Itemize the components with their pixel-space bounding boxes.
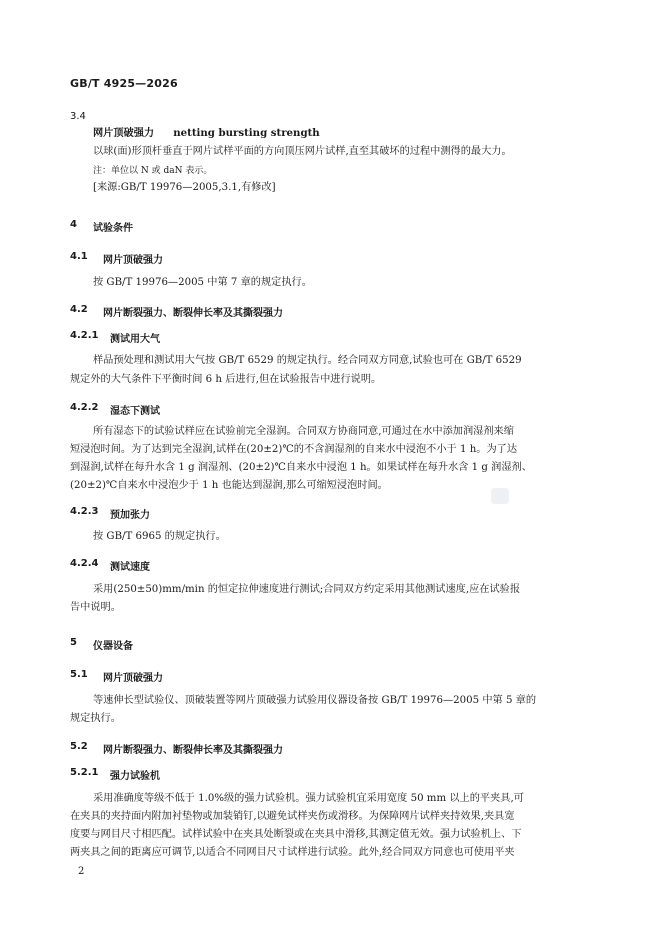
- paragraph-line: 短浸泡时间。为了达到完全湿润,试样在(20±2)℃的不含润湿剂的自来水中浸泡不小于 1 h。为了达: [70, 444, 518, 455]
- clause-number-4-2: 4.2: [70, 304, 88, 315]
- paragraph-line: 到湿润,试样在每升水含 1 g 润湿剂、(20±2)℃自来水中浸泡 1 h。如果试样在每升水含 1 g 润湿剂、: [70, 462, 532, 473]
- clause-number-4-2-3: 4.2.3: [70, 506, 99, 517]
- term-entry: [93, 126, 320, 141]
- paragraph-line: 采用(250±50)mm/min 的恒定拉伸速度进行测试;合同双方约定采用其他测试速度,应在试验报: [93, 584, 521, 595]
- term-source: [来源:GB/T 19976—2005,3.1,有修改]: [93, 182, 276, 193]
- clause-title-5-1: 网片顶破强力: [103, 673, 163, 684]
- clause-title-4-2: 网片断裂强力、断裂伸长率及其撕裂强力: [103, 308, 283, 319]
- section-number-4: 4: [70, 219, 77, 230]
- clause-number-5-2-1: 5.2.1: [70, 767, 99, 778]
- clause-number-4-2-1: 4.2.1: [70, 330, 99, 341]
- clause-number-5-1: 5.1: [70, 669, 88, 680]
- paragraph-line: 告中说明。: [70, 602, 121, 613]
- clause-number-5-2: 5.2: [70, 741, 88, 752]
- term-english: netting bursting strength: [173, 127, 320, 139]
- paragraph-4-2-3: 按 GB/T 6965 的规定执行。: [93, 531, 226, 542]
- watermark-logo: [491, 488, 509, 504]
- paragraph-line: 等速伸长型试验仪、顶破装置等网片顶破强力试验用仪器设备按 GB/T 19976—2005 中第 5 章的: [93, 695, 537, 706]
- clause-number-3-4: 3.4: [70, 111, 86, 122]
- standard-code-header: GB/T 4925—2026: [70, 77, 178, 90]
- paragraph-line: 两夹具之间的距离应可调节,以适合不同网目尺寸试样进行试验。此外,经合同双方同意也可使用平夹: [70, 847, 515, 858]
- paragraph-line: 所有湿态下的试验试样应在试验前完全湿润。合同双方协商同意,可通过在水中添加润湿剂来缩: [93, 426, 514, 437]
- clause-title-4-1: 网片顶破强力: [103, 255, 163, 266]
- paragraph-line: 样品预处理和测试用大气按 GB/T 6529 的规定执行。经合同双方同意,试验也可在 GB/T 6529: [93, 355, 522, 366]
- paragraph-line: (20±2)℃自来水中浸泡少于 1 h 也能达到湿润,那么可缩短浸泡时间。: [70, 480, 388, 491]
- clause-title-5-2-1: 强力试验机: [110, 771, 160, 782]
- term-definition: 以球(面)形顶杆垂直于网片试样平面的方向顶压网片试样,直至其破坏的过程中测得的最大力。: [93, 146, 512, 157]
- clause-title-4-2-1: 测试用大气: [110, 334, 160, 345]
- section-title-4: 试验条件: [93, 223, 133, 234]
- paragraph-line: 度要与网目尺寸相匹配。试样试验中在夹具处断裂或在夹具中滑移,其测定值无效。强力试验机上、下: [70, 829, 522, 840]
- clause-title-4-2-2: 湿态下测试: [110, 406, 160, 417]
- paragraph-line: 采用准确度等级不低于 1.0%级的强力试验机。强力试验机宜采用宽度 50 mm 以上的平夹具,可: [93, 793, 524, 804]
- term-note: 注：单位以 N 或 daN 表示。: [93, 166, 213, 176]
- paragraph-line: 规定执行。: [70, 713, 121, 724]
- clause-number-4-2-2: 4.2.2: [70, 402, 99, 413]
- term-chinese: 网片顶破强力: [93, 128, 155, 139]
- paragraph-line: 在夹具的夹持面内附加衬垫物或加装销钉,以避免试样夹伤或滑移。为保障网片试样夹持效果,夹具宽: [70, 811, 515, 822]
- paragraph-4-1: 按 GB/T 19976—2005 中第 7 章的规定执行。: [93, 277, 312, 288]
- section-number-5: 5: [70, 637, 77, 648]
- clause-title-5-2: 网片断裂强力、断裂伸长率及其撕裂强力: [103, 745, 283, 756]
- paragraph-line: 规定外的大气条件下平衡时间 6 h 后进行,但在试验报告中进行说明。: [70, 374, 382, 385]
- clause-number-4-1: 4.1: [70, 251, 88, 262]
- section-title-5: 仪器设备: [93, 641, 133, 652]
- clause-number-4-2-4: 4.2.4: [70, 558, 99, 569]
- clause-title-4-2-3: 预加张力: [110, 510, 150, 521]
- clause-title-4-2-4: 测试速度: [110, 562, 150, 573]
- page-number: 2: [78, 866, 85, 877]
